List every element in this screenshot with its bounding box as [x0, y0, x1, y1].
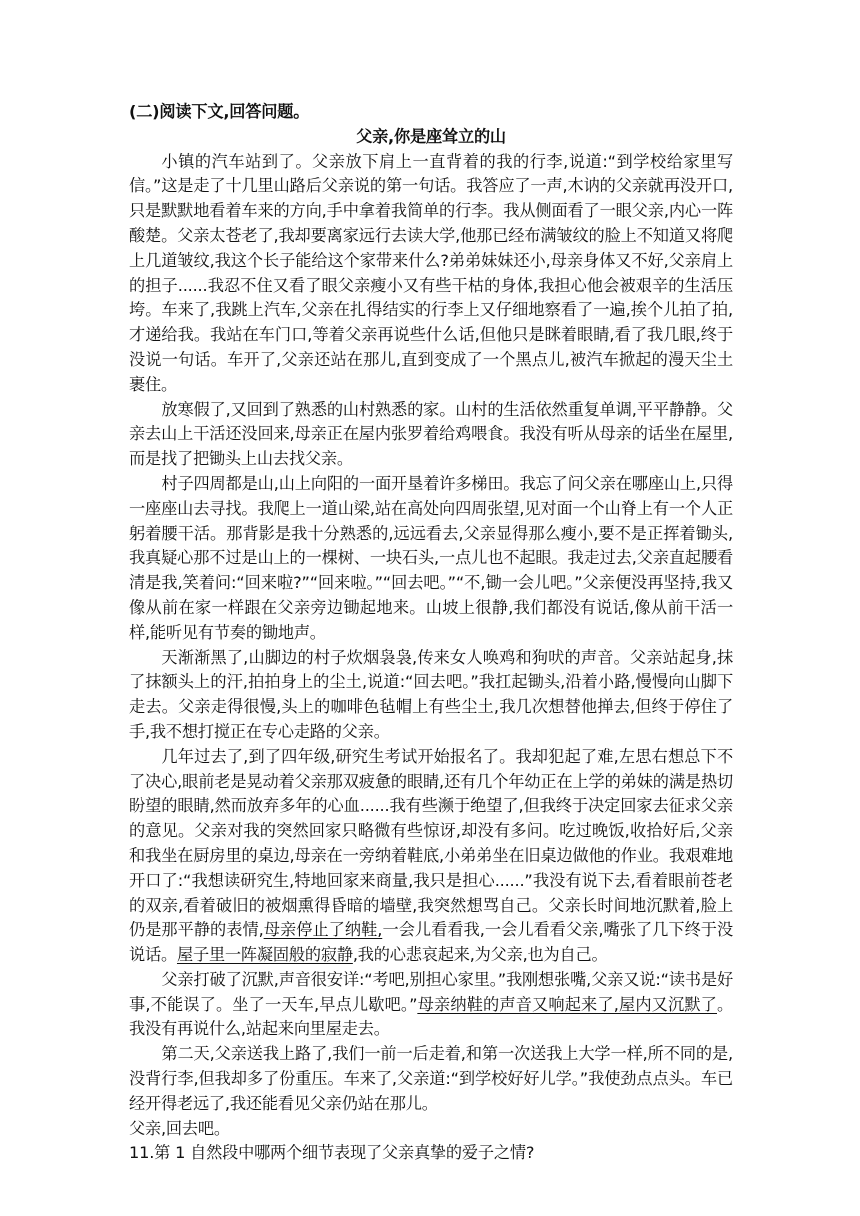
paragraph-6-text-b: 。我没有再说什么,站起来向里屋走去。	[129, 994, 733, 1039]
underlined-sentence-1: 母亲停止了纳鞋,	[263, 920, 383, 940]
paragraph-6	[129, 968, 733, 1042]
paragraph-5-text-c: ,我的心悲哀起来,为父亲,也为自己。	[352, 945, 608, 965]
article-title: 父亲,你是座耸立的山	[356, 126, 506, 146]
underlined-sentence-3: 母亲纳鞋的声音又响起来了,屋内又沉默了	[417, 994, 717, 1014]
paragraph-4: 天渐渐黑了,山脚边的村子炊烟袅袅,传来女人唤鸡和狗吠的声音。父亲站起身,抹了抹额头上的汗,拍拍身上的尘土,说道:“回去吧。”我扛起锄头,沿着小路,慢慢向山脚下走去。父亲走得很慢,头上的咖啡色毡帽上有些尘土,我几次想替他掸去,但终于停住了手,我不想打搅正在专心走路的父亲。	[129, 647, 733, 741]
paragraph-3: 村子四周都是山,山上向阳的一面开垦着许多梯田。我忘了问父亲在哪座山上,只得一座座山去寻找。我爬上一道山梁,站在高处向四周张望,见对面一个山脊上有一个人正躬着腰干活。那背影是我十分熟悉的,远远看去,父亲显得那么瘦小,要不是正挥着锄头,我真疑心那不过是山上的一棵树、一块石头,一点儿也不起眼。我走过去,父亲直起腰看清是我,笑着问:“回来啦?”“回来啦。”“回去吧。”“不,锄一会儿吧。”父亲便没再坚持,我又像从前在家一样跟在父亲旁边锄起地来。山坡上很静,我们都没有说话,像从前干活一样,能听见有节奏的锄地声。	[129, 473, 733, 642]
paragraph-5-text-b: 一会儿看看我,一会儿看看父亲,嘴张了几下终于没说话。	[129, 920, 733, 965]
paragraph-1: 小镇的汽车站到了。父亲放下肩上一直背着的我的行李,说道:“到学校给家里写信。”这是走了十几里山路后父亲说的第一句话。我答应了一声,木讷的父亲就再没开口,只是默默地看着车来的方向,手中拿着我简单的行李。我从侧面看了一眼父亲,内心一阵酸楚。父亲太苍老了,我却要离家远行去读大学,他那已经布满皱纹的脸上不知道又将爬上几道皱纹,我这个长子能给这个家带来什么?弟弟妹妹还小,母亲身体又不好,父亲肩上的担子......我忍不住又看了眼父亲瘦小又有些干枯的身体,我担心他会被艰辛的生活压垮。车来了,我跳上汽车,父亲在扎得结实的行李上又仔细地察看了一遍,挨个儿拍了拍,才递给我。我站在车门口,等着父亲再说些什么话,但他只是眯着眼睛,看了我几眼,终于没说一句话。车开了,父亲还站在那儿,直到变成了一个黑点儿,被汽车掀起的漫天尘土裹住。	[129, 151, 733, 394]
document-content	[129, 100, 733, 1166]
closing-line: 父亲,回去吧。	[129, 1118, 230, 1138]
paragraph-5	[129, 745, 733, 968]
paragraph-2: 放寒假了,又回到了熟悉的山村熟悉的家。山村的生活依然重复单调,平平静静。父亲去山上干活还没回来,母亲正在屋内张罗着给鸡喂食。我没有听从母亲的话坐在屋里,而是找了把锄头上山去找父亲。	[129, 399, 733, 469]
paragraph-5-text-a: 几年过去了,到了四年级,研究生考试开始报名了。我却犯起了难,左思右想总下不了决心,眼前老是晃动着父亲那双疲惫的眼睛,还有几个年幼正在上学的弟妹的满是热切盼望的眼睛,然而放弃多年的心血......我有些濒于绝望了,但我终于决定回家去征求父亲的意见。父亲对我的突然回家只略微有些惊讶,却没有多问。吃过晚饭,收拾好后,父亲和我坐在厨房里的桌边,母亲在一旁纳着鞋底,小弟弟坐在旧桌边做他的作业。我艰难地开口了:“我想读研究生,特地回家来商量,我只是担心......”我没有说下去,看着眼前苍老的双亲,看着破旧的被烟熏得昏暗的墙壁,我突然想骂自己。父亲长时间地沉默着,脸上仍是那平静的表情,	[129, 746, 733, 940]
question-11: 11.第 1 自然段中哪两个细节表现了父亲真挚的爱子之情?	[129, 1143, 535, 1163]
paragraph-6-text-a: 父亲打破了沉默,声音很安详:“考吧,别担心家里。”我刚想张嘴,父亲又说:“读书是好事,不能误了。坐了一天车,早点儿歇吧。”	[129, 969, 733, 1014]
section-heading: (二)阅读下文,回答问题。	[129, 102, 310, 121]
underlined-sentence-2: 屋子里一阵凝固般的寂静	[176, 945, 353, 965]
paragraph-7: 第二天,父亲送我上路了,我们一前一后走着,和第一次送我上大学一样,所不同的是,没背行李,但我却多了份重压。车来了,父亲道:“到学校好好儿学。”我使劲点点头。车已经开得老远了,我还能看见父亲仍站在那儿。	[129, 1044, 733, 1113]
